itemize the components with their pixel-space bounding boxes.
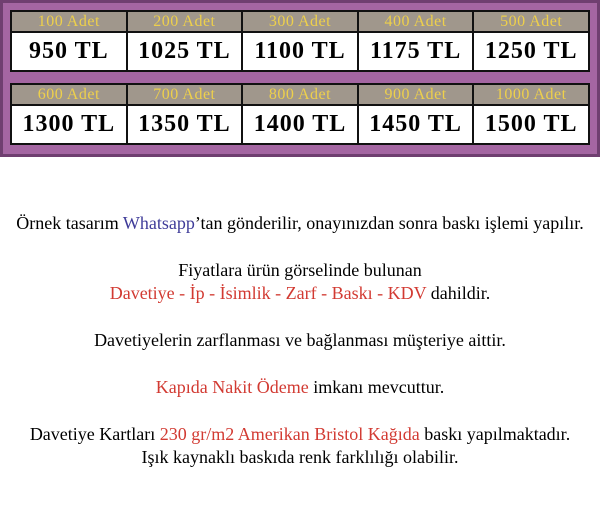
- price-cell: 1350 TL: [127, 105, 243, 144]
- price-cell: 1100 TL: [242, 32, 358, 71]
- whatsapp-text: Whatsapp: [122, 213, 195, 233]
- qty-header-row: [11, 11, 589, 32]
- price-cell: 1025 TL: [127, 32, 243, 71]
- price-cell: 1300 TL: [11, 105, 127, 144]
- product-notes: [0, 157, 600, 469]
- qty-header-cell: 600 Adet: [11, 84, 127, 105]
- note-text-segment: Işık kaynaklı baskıda renk farklılığı olabilir.: [141, 447, 459, 467]
- price-cell: 1175 TL: [358, 32, 474, 71]
- note-text-segment: imkanı mevcuttur.: [308, 377, 445, 397]
- price-table-100-500: [10, 10, 590, 72]
- qty-header-row: [11, 84, 589, 105]
- qty-header-cell: 900 Adet: [358, 84, 474, 105]
- note-text-segment: Davetiyelerin zarflanması ve bağlanması müşteriye aittir.: [94, 330, 506, 350]
- note-text-segment: baskı yapılmaktadır.: [419, 424, 571, 444]
- price-cell: 1250 TL: [473, 32, 589, 71]
- cash-on-delivery-text: Kapıda Nakit Ödeme: [155, 377, 309, 397]
- qty-header-cell: 700 Adet: [127, 84, 243, 105]
- qty-header-cell: 1000 Adet: [473, 84, 589, 105]
- qty-header-cell: 100 Adet: [11, 11, 127, 32]
- qty-header-cell: 500 Adet: [473, 11, 589, 32]
- price-row: [11, 105, 589, 144]
- price-cell: 950 TL: [11, 32, 127, 71]
- qty-header-cell: 800 Adet: [242, 84, 358, 105]
- note-enveloping: [0, 329, 600, 352]
- paper-spec-text: 230 gr/m2 Amerikan Bristol Kağıda: [159, 424, 420, 444]
- note-sample-design: [0, 212, 600, 235]
- note-text-segment: dahildir.: [426, 283, 491, 303]
- qty-header-cell: 200 Adet: [127, 11, 243, 32]
- note-text-segment: Fiyatlara ürün görselinde bulunan: [178, 260, 422, 280]
- price-cell: 1400 TL: [242, 105, 358, 144]
- qty-header-cell: 300 Adet: [242, 11, 358, 32]
- price-panel: [0, 0, 600, 157]
- qty-header-cell: 400 Adet: [358, 11, 474, 32]
- note-cash-on-delivery: [0, 376, 600, 399]
- price-table-600-1000: [10, 83, 590, 145]
- price-cell: 1450 TL: [358, 105, 474, 144]
- note-text-segment: ’tan gönderilir, onayınızdan sonra baskı işlemi yapılır.: [194, 213, 584, 233]
- price-row: [11, 32, 589, 71]
- price-cell: 1500 TL: [473, 105, 589, 144]
- note-paper-type: [0, 423, 600, 469]
- note-price-includes-intro: [0, 259, 600, 305]
- note-text-segment: Davetiye Kartları: [29, 424, 160, 444]
- included-items-text: Davetiye - İp - İsimlik - Zarf - Baskı - KDV: [109, 283, 427, 303]
- note-text-segment: Örnek tasarım: [16, 213, 123, 233]
